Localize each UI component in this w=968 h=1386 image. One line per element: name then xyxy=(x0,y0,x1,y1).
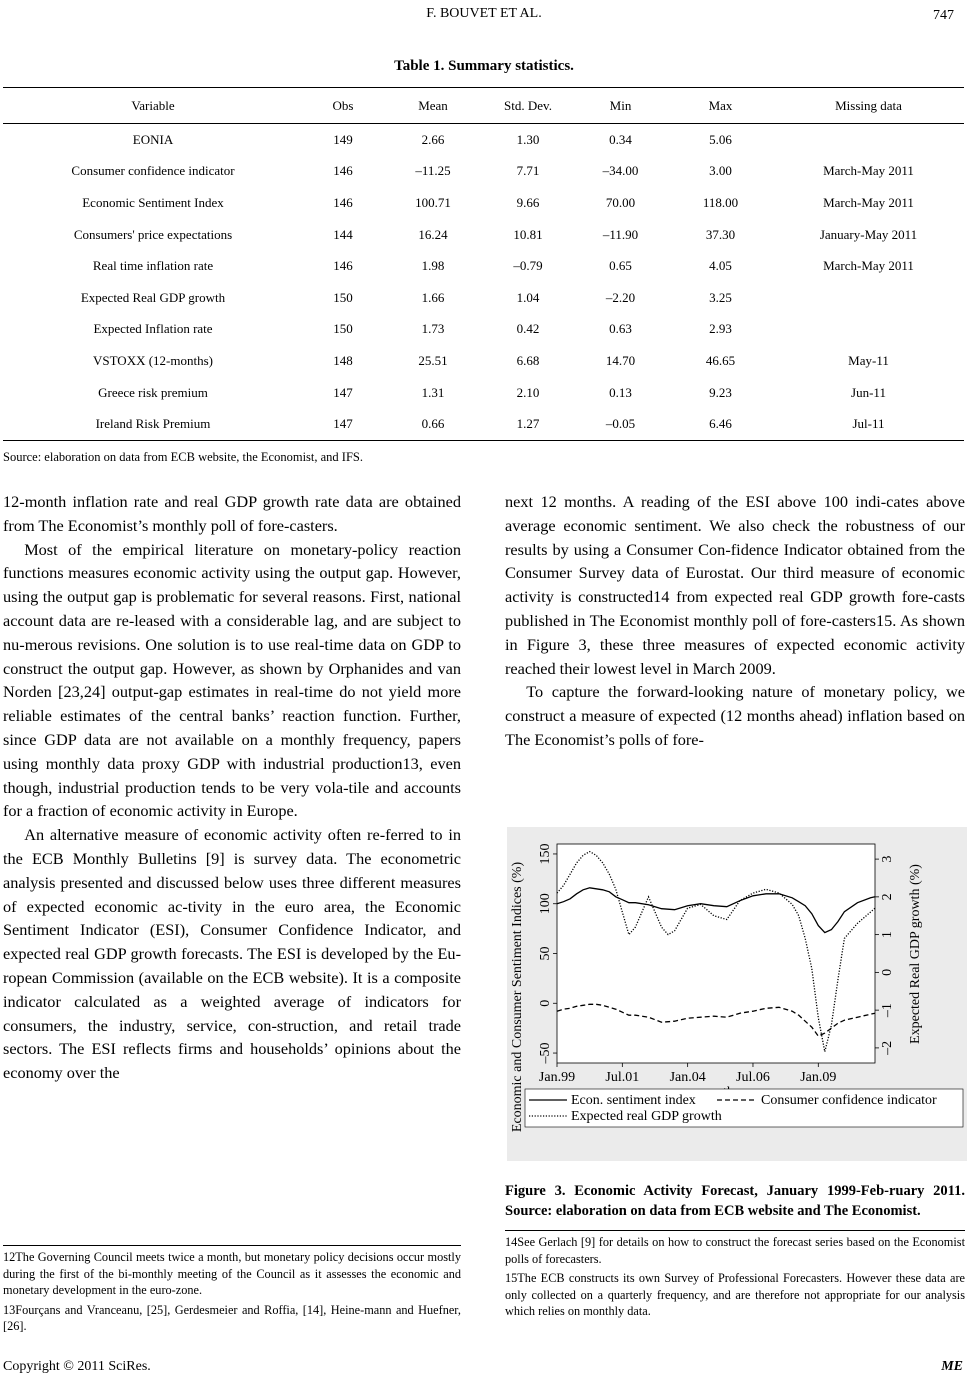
column-header: Std. Dev. xyxy=(483,88,573,124)
table-cell: 7.71 xyxy=(516,163,540,179)
table-cell: 1.66 xyxy=(421,289,445,305)
table-cell: Ireland Risk Premium xyxy=(3,408,303,440)
table-row xyxy=(3,282,964,314)
y-left-tick-label: 50 xyxy=(538,946,553,961)
table-cell: 9.66 xyxy=(516,194,540,210)
table-cell: 6.68 xyxy=(516,352,540,368)
table-cell: 148 xyxy=(333,352,353,368)
table-cell: 0.34 xyxy=(609,131,632,147)
y-right-tick-label: 3 xyxy=(880,855,895,863)
page-footer xyxy=(3,1359,963,1375)
right-column xyxy=(505,490,965,752)
table-cell: Consumers' price expectations xyxy=(73,226,233,242)
table-cell xyxy=(773,124,964,156)
table-cell: 70.00 xyxy=(605,194,636,210)
table-cell: –2.20 xyxy=(605,289,636,305)
table-cell: VSTOXX (12-months) xyxy=(92,352,213,368)
table-cell: 3.25 xyxy=(709,289,732,305)
table-cell: Jun-11 xyxy=(851,384,886,400)
table-row xyxy=(3,156,964,188)
y-left-tick-label: 150 xyxy=(538,843,553,865)
figure-caption: Figure 3. Economic Activity Forecast, January 1999-Feb-ruary 2011. Source: elaboration on data from ECB website and The Economist. xyxy=(505,1183,965,1219)
footnote-14: 14See Gerlach [9] for details on how to construct the forecast series based on the Economist polls of forecasters. xyxy=(505,1235,965,1266)
table-cell: 2.66 xyxy=(421,131,445,147)
table-cell: 3.00 xyxy=(709,163,732,179)
legend-label: Econ. sentiment index xyxy=(571,1093,696,1108)
table-cell: 5.06 xyxy=(709,131,732,147)
table-cell: 6.46 xyxy=(668,408,773,440)
table-cell xyxy=(773,282,964,314)
table-row xyxy=(3,408,964,440)
paragraph: Most of the empirical literature on monetary-policy reaction functions measures economic activity using the output gap. However, using the output gap is problematic for several reasons. First, national account data are re-leased with a considerable lag, and are subject to nu-merous revisions. One solution is to use real-time data on GDP to construct the output gap. However, as shown by Orphanides and van Norden [23,24] output-gap estimates in real-time do not yield more reliable estimates of the central banks’ reaction function. Further, since GDP data are not available on a monthly frequency, papers using monthly data proxy GDP with industrial production13, even though, industrial production tends to be very vola-tile and accounts for a fraction of economic activity in Europe. xyxy=(3,539,461,821)
table-cell: 146 xyxy=(333,163,353,179)
table-cell: –11.90 xyxy=(602,226,639,242)
y-right-axis-label: Expected Real GDP growth (%) xyxy=(908,864,923,1044)
x-tick-label: Jan.09 xyxy=(800,1070,837,1085)
table-cell: May-11 xyxy=(848,352,889,368)
table-body xyxy=(3,124,964,441)
left-column xyxy=(3,490,461,1085)
footnote-12: 12The Governing Council meets twice a month, but monetary policy decisions occur mostly during the first of the bi-monthly meeting of the Council as it assesses the economic and monetary development in the euro-zone. xyxy=(3,1250,461,1297)
table-row xyxy=(3,345,964,377)
footnotes-left xyxy=(3,1245,461,1338)
figure-3 xyxy=(507,827,967,1161)
column-header: Missing data xyxy=(773,88,964,124)
column-header: Mean xyxy=(383,88,483,124)
table-cell: 1.27 xyxy=(483,408,573,440)
paragraph: next 12 months. A reading of the ESI above 100 indi-cates above average economic sentiment. We also check the robustness of our results by using a Consumer Con-fidence Indicator obtained from the Consumer Survey data of Eurostat. Our third measure of economic activity is constructed14 from expected real GDP growth fore-casts published in The Economist monthly poll of fore-casters15. As shown in Figure 3, these three measures of expected economic activity reached their lowest level in March 2009. xyxy=(505,492,965,678)
table-cell: –11.25 xyxy=(415,163,451,179)
table-cell: Expected Inflation rate xyxy=(93,321,213,337)
table-row xyxy=(3,250,964,282)
table-cell: 9.23 xyxy=(709,384,732,400)
table-title: Table 1. Summary statistics. xyxy=(394,58,574,74)
x-tick-label: Jan.04 xyxy=(669,1070,706,1085)
y-left-tick-label: –50 xyxy=(538,1042,553,1064)
table-cell: 150 xyxy=(333,321,353,337)
table-cell: Greece risk premium xyxy=(98,384,208,400)
y-right-tick-label: 1 xyxy=(880,931,895,939)
column-header: Min xyxy=(573,88,668,124)
copyright-notice: Copyright © 2011 SciRes. xyxy=(3,1359,151,1374)
table-cell: 10.81 xyxy=(513,226,543,242)
table-cell: 25.51 xyxy=(418,352,448,368)
table-cell: 0.13 xyxy=(609,384,632,400)
table-cell: 0.42 xyxy=(516,321,540,337)
table-cell: 1.98 xyxy=(421,258,445,274)
table-cell: 1.73 xyxy=(421,321,445,337)
table-cell: –34.00 xyxy=(602,163,639,179)
table-cell: Expected Real GDP growth xyxy=(80,289,226,305)
table-cell: 14.70 xyxy=(605,352,636,368)
y-left-tick-label: 0 xyxy=(538,999,553,1007)
x-tick-label: Jul.06 xyxy=(736,1070,770,1085)
table-cell: 2.93 xyxy=(709,321,732,337)
table-cell: 1.31 xyxy=(421,384,445,400)
summary-statistics-table xyxy=(3,87,964,441)
table-row xyxy=(3,219,964,251)
table-cell: 144 xyxy=(333,226,353,242)
table-cell: Real time inflation rate xyxy=(92,258,214,274)
paragraph: 12-month inflation rate and real GDP growth rate data are obtained from The Economist’s monthly poll of fore-casters. xyxy=(3,492,461,535)
table-cell: 100.71 xyxy=(415,194,451,210)
table-cell: 46.65 xyxy=(705,352,736,368)
table-cell: March-May 2011 xyxy=(823,163,914,179)
table-cell: –0.05 xyxy=(573,408,668,440)
table-cell: 0.66 xyxy=(383,408,483,440)
table-cell: 150 xyxy=(333,289,353,305)
y-left-tick-label: 100 xyxy=(538,893,553,915)
table-cell: Consumer confidence indicator xyxy=(71,163,235,179)
paragraph: An alternative measure of economic activity often re-ferred to in the ECB Monthly Bulletins [9] is survey data. The econometric analysis presented and discussed below uses three different measures of expected economic ac-tivity in the euro area, the Economic Sentiment Indicator (ESI), Consumer Confidence Indicator, and expected real GDP growth forecasts. The ESI is developed by the Eu-ropean Commission (available on the ECB website). It is a composite indicator calculated as a weighted average of indicators for consumers, the industry, service, con-struction, and retail trade sectors. The ESI reflects firms and households’ opinions about the economy over the xyxy=(3,825,461,1083)
table-header-row xyxy=(3,88,964,124)
y-right-tick-label: 2 xyxy=(880,893,895,901)
economic-activity-chart xyxy=(507,827,967,1161)
x-tick-label: Jan.99 xyxy=(538,1070,576,1085)
table-cell: –0.79 xyxy=(513,258,543,274)
table-source-note: Source: elaboration on data from ECB website, the Economist, and IFS. xyxy=(3,450,363,464)
paragraph: To capture the forward-looking nature of monetary policy, we construct a measure of expected (12 months ahead) inflation based on The Economist’s polls of fore- xyxy=(505,682,965,749)
footnote-13: 13Fourçans and Vranceanu, [25], Gerdesmeier and Roffia, [14], Heine-mann and Huefner, [26]. xyxy=(3,1302,461,1333)
table-cell: 146 xyxy=(333,194,353,210)
page-number: 747 xyxy=(933,8,954,23)
table-cell: 37.30 xyxy=(705,226,736,242)
table-row xyxy=(3,314,964,346)
column-header: Max xyxy=(668,88,773,124)
table-cell: March-May 2011 xyxy=(823,194,914,210)
table-cell xyxy=(773,314,964,346)
table-cell: 16.24 xyxy=(418,226,448,242)
table-cell: 1.04 xyxy=(516,289,540,305)
page-header xyxy=(0,4,968,26)
y-right-tick-label: –2 xyxy=(880,1040,895,1055)
table-cell: 0.65 xyxy=(609,258,632,274)
table-cell: Economic Sentiment Index xyxy=(82,194,224,210)
table-cell: 4.05 xyxy=(709,258,732,274)
y-left-axis-label: Economic and Consumer Sentiment Indices (%) xyxy=(510,861,525,1133)
table-row xyxy=(3,124,964,156)
table-row xyxy=(3,187,964,219)
footnote-15: 15The ECB constructs its own Survey of Professional Forecasters. However these data are only collected on a quarterly frequency, and are therefore not appropriate for our analysis which relies on monthly data. xyxy=(505,1271,965,1318)
table-cell: 147 xyxy=(333,384,353,400)
table-cell: 147 xyxy=(303,408,383,440)
table-cell: 149 xyxy=(333,131,353,147)
legend-label: Expected real GDP growth xyxy=(571,1109,722,1124)
journal-abbrev: ME xyxy=(941,1359,963,1374)
column-header: Variable xyxy=(3,88,303,124)
table-cell: January-May 2011 xyxy=(819,226,918,242)
table-cell: 1.30 xyxy=(516,131,540,147)
running-head-authors: F. BOUVET ET AL. xyxy=(426,6,542,21)
table-cell: 2.10 xyxy=(516,384,540,400)
table-cell: Jul-11 xyxy=(773,408,964,440)
footnotes-right xyxy=(505,1230,965,1323)
y-right-tick-label: 0 xyxy=(880,968,895,976)
table-cell: 118.00 xyxy=(702,194,739,210)
table-cell: 0.63 xyxy=(609,321,632,337)
x-tick-label: Jul.01 xyxy=(605,1070,640,1085)
legend-label: Consumer confidence indicator xyxy=(761,1093,937,1108)
table-cell: EONIA xyxy=(132,131,174,147)
table-cell: March-May 2011 xyxy=(823,258,914,274)
plot-area xyxy=(557,844,875,1063)
table-row xyxy=(3,377,964,409)
table-cell: 146 xyxy=(333,258,353,274)
y-right-tick-label: –1 xyxy=(880,1003,895,1018)
column-header: Obs xyxy=(303,88,383,124)
